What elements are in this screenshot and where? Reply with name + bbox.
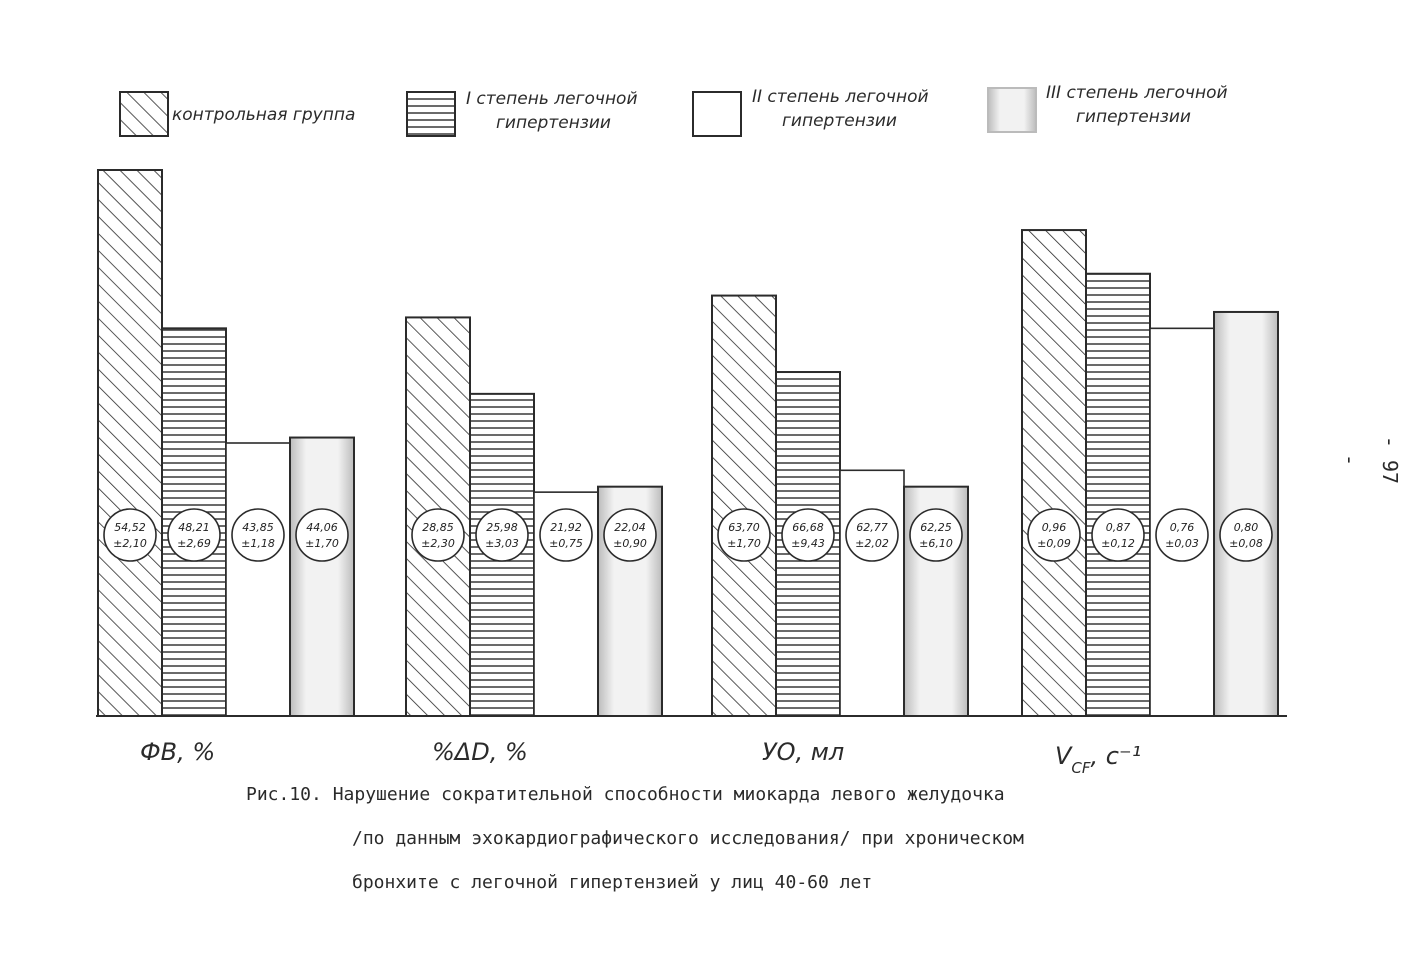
value-label: 0,96 — [1041, 521, 1067, 534]
value-label: 63,70 — [728, 521, 760, 534]
value-circle — [168, 509, 220, 561]
value-label: 0,80 — [1233, 521, 1259, 534]
value-label: 22,04 — [614, 521, 646, 534]
error-label: ±0,03 — [1165, 537, 1199, 550]
value-label: 62,25 — [920, 521, 952, 534]
legend-swatch-3 — [693, 92, 741, 136]
page-number: - 97 - — [1338, 435, 1402, 485]
x-tick-label-1: ФВ, % — [140, 738, 216, 766]
figure-caption-line-2: /по данным эхокардиографического исследования/ при хроническом — [352, 828, 1024, 849]
value-circle — [476, 509, 528, 561]
value-circle — [910, 509, 962, 561]
legend-label-1: контрольная группа — [172, 105, 356, 125]
bar-3-1 — [226, 443, 290, 716]
x-tick-label-4: $V_{CF}$, c⁻¹ — [1055, 742, 1142, 777]
value-label: 44,06 — [306, 521, 338, 534]
bar-3-3 — [840, 470, 904, 716]
value-circle — [782, 509, 834, 561]
value-circle — [1092, 509, 1144, 561]
legend-label-4-line2: гипертензии — [1076, 107, 1191, 127]
legend-swatch-1 — [120, 92, 168, 136]
error-label: ±0,09 — [1037, 537, 1071, 550]
error-label: ±1,18 — [241, 537, 275, 550]
bar-4-1 — [290, 438, 354, 716]
error-label: ±0,75 — [549, 537, 583, 550]
error-label: ±0,90 — [613, 537, 647, 550]
value-circle — [232, 509, 284, 561]
legend — [120, 83, 1228, 136]
x-tick-label-3: УО, мл — [762, 738, 845, 766]
error-label: ±6,10 — [919, 537, 953, 550]
value-circle — [1028, 509, 1080, 561]
value-label: 62,77 — [856, 521, 888, 534]
error-label: ±0,12 — [1101, 537, 1135, 550]
error-label: ±2,69 — [177, 537, 211, 550]
x-tick-label-2: %ΔD, % — [432, 738, 528, 766]
legend-label-4: III степень легочной — [1046, 83, 1228, 103]
x-axis-labels — [140, 738, 1141, 777]
legend-swatch-2 — [407, 92, 455, 136]
value-circle — [104, 509, 156, 561]
error-label: ±3,03 — [485, 537, 519, 550]
figure-caption-line-1: Рис.10. Нарушение сократительной способности миокарда левого желудочка — [246, 784, 1005, 805]
value-label: 0,76 — [1169, 521, 1195, 534]
legend-label-3-line2: гипертензии — [782, 111, 897, 131]
error-label: ±1,70 — [727, 537, 761, 550]
figure-caption-line-3: бронхите с легочной гипертензией у лиц 40-60 лет — [352, 872, 873, 893]
bars-group — [98, 170, 1278, 716]
value-circle — [412, 509, 464, 561]
bar-1-3 — [712, 296, 776, 716]
bar-2-4 — [1086, 274, 1150, 716]
value-circle — [1220, 509, 1272, 561]
legend-swatch-4 — [988, 88, 1036, 132]
value-label: 0,87 — [1105, 521, 1131, 534]
value-label: 28,85 — [422, 521, 454, 534]
value-circle — [718, 509, 770, 561]
legend-label-3: II степень легочной — [752, 87, 929, 107]
error-label: ±2,10 — [113, 537, 147, 550]
value-circle — [604, 509, 656, 561]
value-label: 25,98 — [486, 521, 518, 534]
error-label: ±0,08 — [1229, 537, 1263, 550]
error-label: ±1,70 — [305, 537, 339, 550]
value-label: 43,85 — [242, 521, 274, 534]
bar-1-4 — [1022, 230, 1086, 716]
error-label: ±2,30 — [421, 537, 455, 550]
value-label: 21,92 — [550, 521, 582, 534]
bar-1-1 — [98, 170, 162, 716]
legend-label-2-line2: гипертензии — [496, 113, 611, 133]
error-label: ±2,02 — [855, 537, 889, 550]
value-circle — [540, 509, 592, 561]
value-label: 66,68 — [792, 521, 824, 534]
legend-label-2: I степень легочной — [466, 89, 638, 109]
value-label: 54,52 — [114, 521, 146, 534]
value-circle — [846, 509, 898, 561]
error-label: ±9,43 — [791, 537, 825, 550]
value-label: 48,21 — [178, 521, 210, 534]
value-circle — [1156, 509, 1208, 561]
value-circle — [296, 509, 348, 561]
